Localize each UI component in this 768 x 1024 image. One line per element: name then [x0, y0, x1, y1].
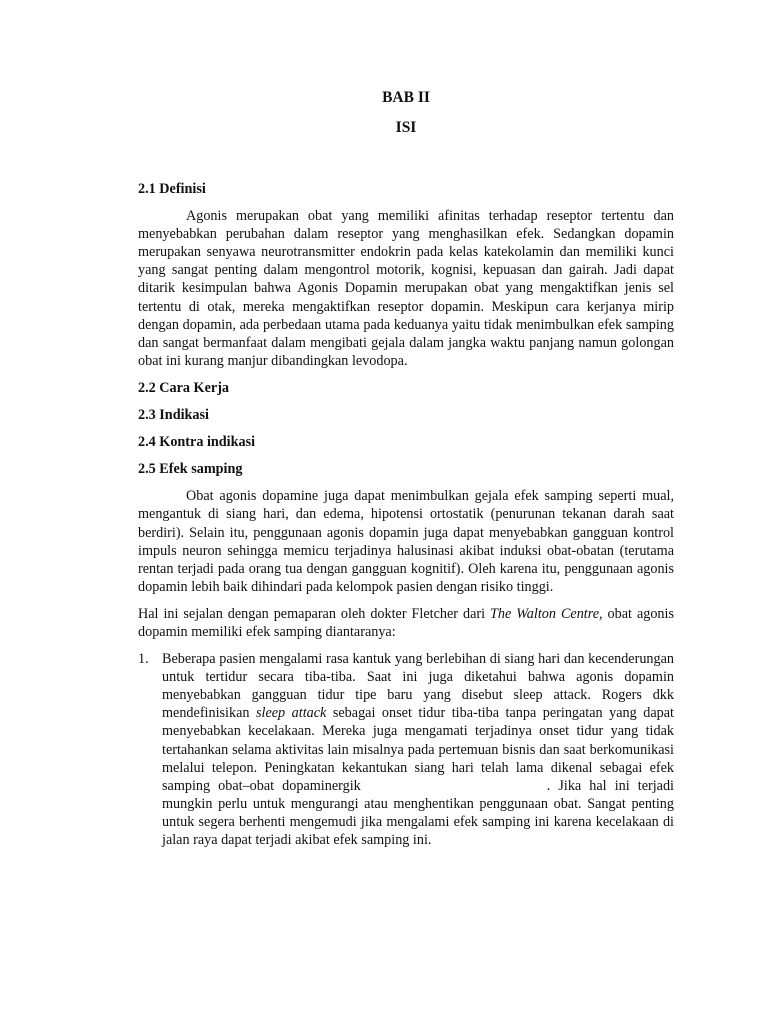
side-effects-list — [138, 650, 674, 849]
section-heading-efek-samping: 2.5 Efek samping — [138, 461, 243, 478]
section-heading-kontra-indikasi: 2.4 Kontra indikasi — [138, 434, 256, 451]
list-item-text-end: . Jika hal ini terjadi mungkin perlu untuk mengurangi atau menghentikan penggunaan obat. Sangat penting untuk segera berhenti mengemudi jika mengalami efek samping ini karena kecelakaan di jalan raya dapat terjadi akibat efek samping ini. — [162, 777, 674, 848]
section-heading-definisi: 2.1 Definisi — [138, 181, 206, 197]
paragraph-efek-samping: Obat agonis dopamine juga dapat menimbulkan gejala efek samping seperti mual, mengantuk di siang hari, dan edema, hipotensi ortostatik (penurunan tekanan darah saat berdiri). Selain itu, penggunaan agonis dopamin juga dapat menyebabkan gangguan kontrol impuls neuron sehingga memicu terjadinya halusinasi akibat induksi obat-obatan (terutama rentan terjadi pada orang tua dengan gangguan kognitif). Oleh karena itu, penggunaan agonis dopamin lebih baik dihindari pada kelompok pasien dengan risiko tinggi. — [138, 488, 674, 595]
list-item-text-cont: sebagai onset tidur tiba-tiba tanpa peringatan yang dapat menyebabkan kecelakaan. Mereka juga mengamati terjadinya onset tidur yang tidak tertahankan selama aktivitas lain misalnya pada pertemuan bisnis dan saat berkomunikasi melalui telepon. Peningkatan kekantukan siang hari telah lama dikenal sebagai efek samping obat–obat dopaminergik — [162, 705, 674, 794]
chapter-title: ISI — [395, 119, 417, 136]
document-page — [138, 88, 674, 849]
list-item — [138, 650, 674, 849]
list-item-text: Beberapa pasien mengalami rasa kantuk yang berlebihan di siang hari dan kecenderungan untuk tertidur secara tiba-tiba. Saat ini juga diketahui bahwa agonis dopamin menyebabkan gangguan tidur tipe baru yang disebut sleep attack. Rogers dkk mendefinisikan — [162, 651, 674, 722]
list-item-number: 1. — [138, 651, 149, 668]
chapter-heading: BAB II — [382, 89, 430, 106]
list-item-emphasis: sleep attack — [256, 705, 327, 722]
section-heading-indikasi: 2.3 Indikasi — [138, 407, 209, 424]
section-heading-cara-kerja: 2.2 Cara Kerja — [138, 379, 230, 396]
paragraph-definisi: Agonis merupakan obat yang memiliki afinitas terhadap reseptor tertentu dan menyebabkan perubahan dalam reseptor yang menghasilkan efek. Sedangkan dopamin merupakan senyawa neurotransmitter endokrin pada kelas katekolamin dan memiliki kunci yang sangat penting dalam mengontrol motorik, kognisi, kepuasan dan gairah. Jadi dapat ditarik kesimpulan bahwa Agonis Dopamin merupakan obat yang mengaktifkan jenis sel tertentu di otak, mereka mengaktifkan reseptor dopamin. Meskipun cara kerjanya mirip dengan dopamin, ada perbedaan utama pada keduanya yaitu tidak menimbulkan efek samping dan sangat bermanfaat dalam mengibati gejala dalam jangka waktu panjang namun golongan obat ini kurang manjur dibandingkan levodopa. — [138, 208, 674, 369]
paragraph-walton-text: Hal ini sejalan dengan pemaparan oleh dokter Fletcher dari — [138, 605, 491, 622]
walton-centre-name: The Walton Centre — [490, 605, 600, 622]
paragraph-walton-text-end: , obat agonis dopamin memiliki efek samping diantaranya: — [138, 605, 674, 640]
paragraph-walton — [138, 605, 674, 641]
